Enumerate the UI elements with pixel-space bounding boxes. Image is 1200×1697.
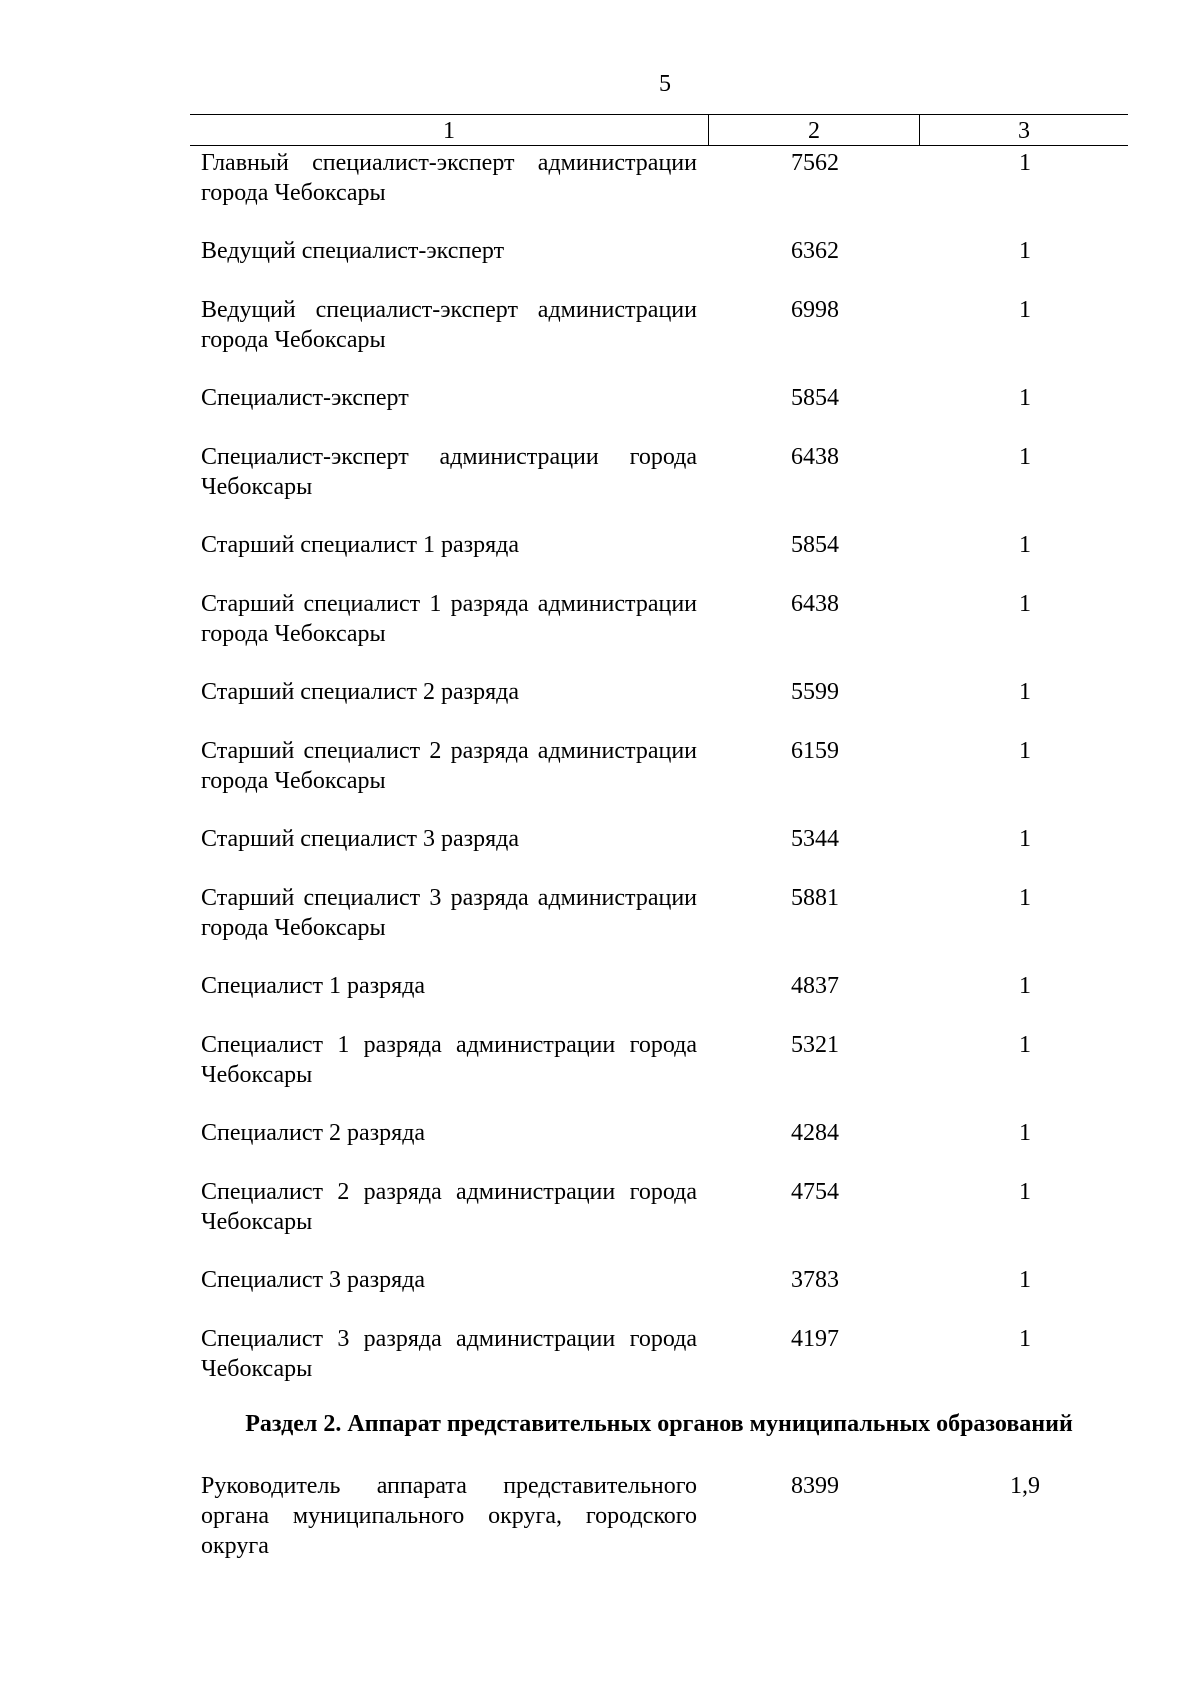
coefficient-value: 1: [1019, 1120, 1031, 1146]
salary-value: 6998: [791, 297, 839, 323]
salary-value: 4837: [791, 973, 839, 999]
coefficient-value: 1: [1019, 150, 1031, 176]
position-name: Специалист 3 разряда администрации города Чебоксары: [201, 1326, 697, 1382]
coefficient-value: 1: [1019, 679, 1031, 705]
coefficient-value: 1: [1019, 1179, 1031, 1205]
table-header: [190, 114, 1128, 146]
salary-value: 4284: [791, 1120, 839, 1146]
salary-value: 6362: [791, 238, 839, 264]
salary-value: 6159: [791, 738, 839, 764]
salary-value: 7562: [791, 150, 839, 176]
coefficient-value: 1: [1019, 532, 1031, 558]
position-name: Старший специалист 1 разряда администрации города Чебоксары: [201, 591, 697, 647]
position-name: Ведущий специалист-эксперт администрации города Чебоксары: [201, 297, 697, 353]
salary-value: 3783: [791, 1267, 839, 1293]
salary-value: 6438: [791, 444, 839, 470]
coefficient-value: 1: [1019, 591, 1031, 617]
coefficient-value: 1: [1019, 238, 1031, 264]
salary-value: 5344: [791, 826, 839, 852]
position-name: Старший специалист 2 разряда: [201, 679, 519, 705]
position-name: Ведущий специалист-эксперт: [201, 238, 505, 264]
position-name: Специалист 1 разряда администрации города Чебоксары: [201, 1032, 697, 1088]
salary-value: 4197: [791, 1326, 839, 1352]
salary-value: 6438: [791, 591, 839, 617]
page-number: 5: [659, 71, 671, 97]
column-header-2: 2: [709, 115, 920, 145]
salary-value: 5854: [791, 532, 839, 558]
position-name: Главный специалист-эксперт администрации города Чебоксары: [201, 150, 697, 206]
coefficient-value: 1,9: [1010, 1473, 1040, 1499]
position-name: Специалист-эксперт: [201, 385, 409, 411]
section-heading: Раздел 2. Аппарат представительных органов муниципальных образований: [245, 1411, 1073, 1437]
salary-value: 5321: [791, 1032, 839, 1058]
coefficient-value: 1: [1019, 297, 1031, 323]
coefficient-value: 1: [1019, 826, 1031, 852]
salary-value: 5599: [791, 679, 839, 705]
coefficient-value: 1: [1019, 885, 1031, 911]
coefficient-value: 1: [1019, 444, 1031, 470]
position-name: Старший специалист 3 разряда: [201, 826, 519, 852]
coefficient-value: 1: [1019, 1267, 1031, 1293]
position-name: Старший специалист 3 разряда администрации города Чебоксары: [201, 885, 697, 941]
position-name: Старший специалист 1 разряда: [201, 532, 519, 558]
column-header-1: 1: [190, 115, 709, 145]
coefficient-value: 1: [1019, 973, 1031, 999]
coefficient-value: 1: [1019, 1032, 1031, 1058]
coefficient-value: 1: [1019, 1326, 1031, 1352]
position-name: Специалист-эксперт администрации города Чебоксары: [201, 444, 697, 500]
position-name: Старший специалист 2 разряда администрации города Чебоксары: [201, 738, 697, 794]
position-name: Специалист 2 разряда: [201, 1120, 426, 1146]
column-header-3: 3: [1018, 118, 1030, 144]
position-name: Специалист 1 разряда: [201, 973, 426, 999]
position-name: Специалист 3 разряда: [201, 1267, 426, 1293]
position-name: Руководитель аппарата представительного органа муниципального округа, городского округа: [201, 1473, 697, 1559]
salary-value: 8399: [791, 1473, 839, 1499]
coefficient-value: 1: [1019, 385, 1031, 411]
coefficient-value: 1: [1019, 738, 1031, 764]
position-name: Специалист 2 разряда администрации города Чебоксары: [201, 1179, 697, 1235]
salary-value: 5854: [791, 385, 839, 411]
salary-value: 5881: [791, 885, 839, 911]
salary-value: 4754: [791, 1179, 839, 1205]
